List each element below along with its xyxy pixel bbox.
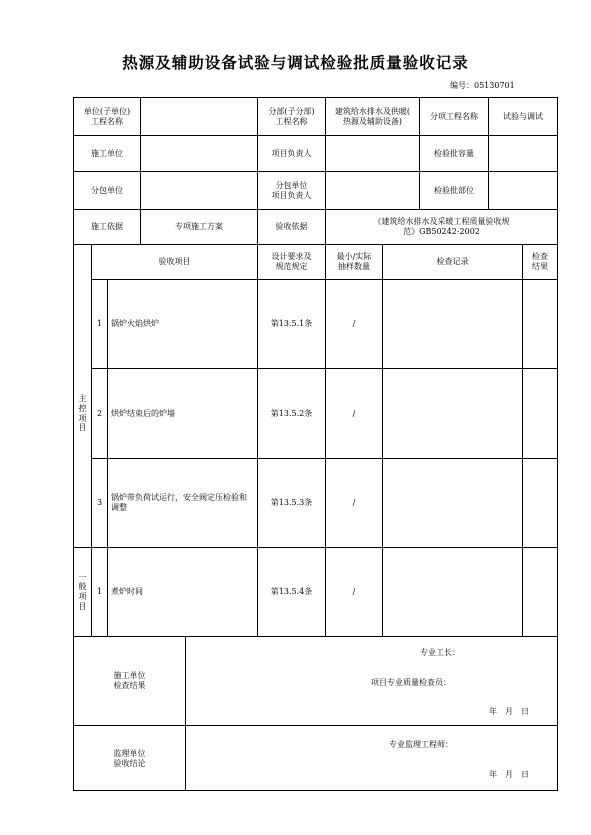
construction-basis-value: 专项施工方案 [175, 222, 223, 232]
project-manager-label: 项目负责人 [271, 148, 312, 158]
supervisor-conclusion-label: 监理单位 验收结论 [113, 748, 146, 768]
subitem-name-label: 分项工程名称 [430, 111, 478, 121]
division-name-label: 分部(子分部) 工程名称 [268, 106, 315, 126]
unit-name-label: 单位(子单位) 工程名称 [83, 106, 131, 126]
col-sample-header: 最小/实际 抽样数量 [336, 252, 372, 271]
batch-capacity-value [489, 136, 557, 171]
item-sample: / [352, 319, 356, 329]
item-name: 烘炉结束后的炉墙 [111, 408, 175, 418]
main-control-label: 主控项目 [78, 394, 87, 433]
item-clause: 第13.5.4条 [270, 587, 313, 597]
division-name-value: 建筑给水排水及供暖( 热源及辅助设备) [334, 106, 411, 126]
item-name: 锅炉带负荷试运行，安全阀定压检验和调整 [111, 493, 247, 512]
batch-location-label: 检验批部位 [434, 185, 474, 195]
constructor-label: 施工单位 [91, 148, 123, 158]
constructor-check-label: 施工单位 检查结果 [113, 671, 146, 690]
document-number: 编号：05130701 [450, 81, 515, 90]
acceptance-basis-value: 《建筑给水排水及采暖工程质量验收规 范》GB50242-2002 [373, 217, 510, 236]
subitem-name-value: 试验与调试 [503, 111, 543, 121]
sub-manager-label: 分包单位 项目负责人 [271, 180, 312, 200]
project-manager-value [326, 136, 419, 171]
general-items-label: 一般项目 [78, 572, 87, 611]
acceptance-basis-label: 验收依据 [275, 222, 308, 232]
item-number: 3 [96, 498, 103, 508]
batch-capacity-label: 检验批容量 [434, 148, 474, 158]
item-sample: / [352, 498, 356, 508]
date-field: 年 月 日 [489, 770, 529, 780]
item-number: 1 [96, 319, 103, 329]
unit-name-value [141, 98, 257, 135]
item-clause: 第13.5.2条 [270, 408, 313, 418]
supervising-engineer-label: 专业监理工程师： [389, 740, 453, 750]
item-clause: 第13.5.1条 [270, 319, 313, 329]
quality-inspector-label: 项目专业质量检查员： [371, 678, 451, 688]
sub-manager-value [326, 172, 419, 209]
foreman-label: 专业工长： [420, 648, 460, 658]
col-requirement-header: 设计要求及 规范规定 [271, 252, 312, 271]
item-number: 2 [96, 408, 103, 418]
item-number: 1 [96, 587, 103, 597]
col-result-header: 检查 结果 [532, 252, 548, 271]
construction-basis-label: 施工依据 [91, 222, 123, 232]
subcontractor-value [141, 172, 257, 209]
item-clause: 第13.5.3条 [270, 498, 313, 508]
inspection-form [73, 97, 558, 791]
constructor-value [141, 136, 257, 171]
item-sample: / [352, 408, 356, 418]
col-record-header: 检查记录 [436, 257, 469, 267]
subcontractor-label: 分包单位 [91, 185, 123, 195]
page-title: 热源及辅助设备试验与调试检验批质量验收记录 [122, 53, 469, 72]
item-name: 煮炉时间 [111, 587, 143, 597]
item-sample: / [352, 587, 356, 597]
date-field: 年 月 日 [489, 707, 529, 717]
item-name: 锅炉火焰烘炉 [111, 319, 159, 329]
col-item-header: 验收项目 [158, 257, 191, 267]
batch-location-value [489, 172, 557, 209]
